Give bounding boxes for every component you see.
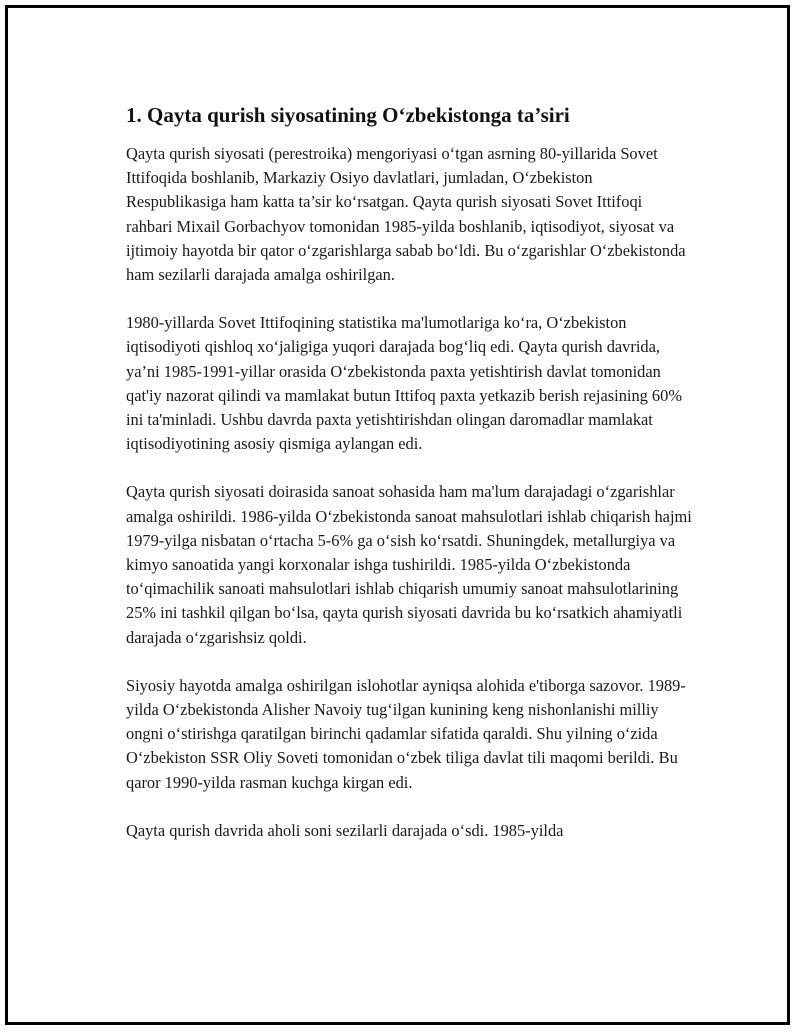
document-body — [126, 100, 698, 867]
paragraph-3: Qayta qurish siyosati doirasida sanoat sohasida ham ma'lum darajadagi o‘zgarishlar amalga oshirildi. 1986-yilda O‘zbekistonda sanoat mahsulotlari ishlab chiqarish hajmi 1979-yilga nisbatan o‘rtacha 5-6% ga o‘sish ko‘rsatdi. Shuningdek, metallurgiya va kimyo sanoatida yangi korxonalar ishga tushirildi. 1985-yilda O‘zbekistonda to‘qimachilik sanoati mahsulotlari ishlab chiqarish umumiy sanoat mahsulotlarining 25% ini tashkil qilgan bo‘lsa, qayta qurish siyosati davrida bu ko‘rsatkich ahamiyatli darajada o‘zgarishsiz qoldi. — [126, 482, 692, 647]
paragraph-1: Qayta qurish siyosati (perestroika) mengoriyasi o‘tgan asrning 80-yillarida Sovet Ittifoqida boshlanib, Markaziy Osiyo davlatlari, jumladan, O‘zbekiston Respublikasiga ham katta ta’sir ko‘rsatgan. Qayta qurish siyosati Sovet Ittifoqi rahbari Mixail Gorbachyov tomonidan 1985-yilda boshlanib, iqtisodiyot, siyosat va ijtimoiy hayotda bir qator o‘zgarishlarga sabab bo‘ldi. Bu o‘zgarishlar O‘zbekistonda ham sezilarli darajada amalga oshirilgan. — [126, 144, 686, 285]
paragraph-2: 1980-yillarda Sovet Ittifoqining statistika ma'lumotlariga ko‘ra, O‘zbekiston iqtisodiyoti qishloq xo‘jaligiga yuqori darajada bog‘liq edi. Qayta qurish davrida, ya’ni 1985-1991-yillar orasida O‘zbekistonda paxta yetishtirish davlat tomonidan qat'iy nazorat qilindi va mamlakat butun Ittifoq paxta yetkazib berish rejasining 60% ini ta'minladi. Ushbu davrda paxta yetishtirishdan olingan daromadlar mamlakat iqtisodiyotining asosiy qismiga aylangan edi. — [126, 313, 682, 454]
paragraph-4: Siyosiy hayotda amalga oshirilgan islohotlar ayniqsa alohida e'tiborga sazovor. 1989-yilda O‘zbekistonda Alisher Navoiy tug‘ilgan kunining keng nishonlanishi milliy ongni o‘stirishga qaratilgan birinchi qadamlar sifatida qaraldi. Shu yilning o‘zida O‘zbekiston SSR Oliy Soveti tomonidan o‘zbek tiliga davlat tili maqomi berildi. Bu qaror 1990-yilda rasman kuchga kirgan edi. — [126, 675, 686, 792]
page-frame — [5, 5, 790, 1025]
paragraph-5: Qayta qurish davrida aholi soni sezilarli darajada o‘sdi. 1985-yilda — [126, 820, 564, 840]
section-heading: 1. Qayta qurish siyosatining O‘zbekistonga ta’siri — [126, 103, 570, 127]
